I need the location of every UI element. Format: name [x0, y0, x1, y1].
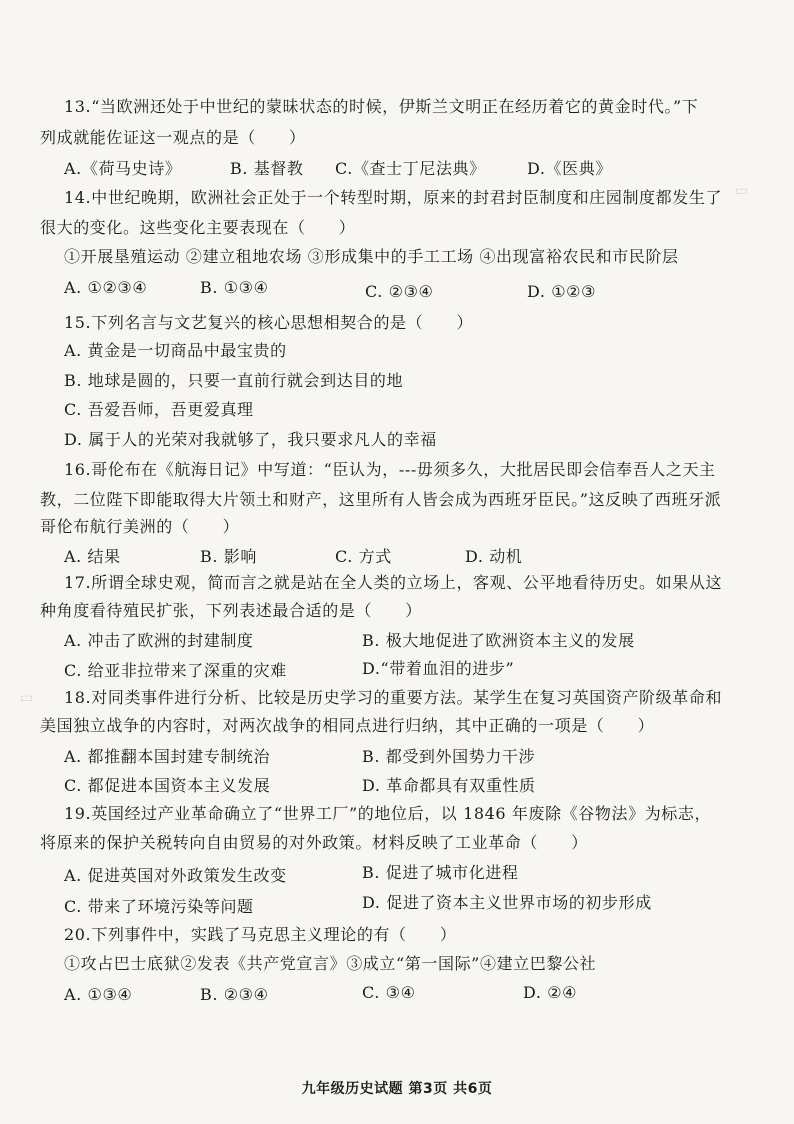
q17-option-c: C. 给亚非拉带来了深重的灾难: [64, 661, 287, 680]
q20-items: ①攻占巴士底狱②发表《共产党宣言》③成立“第一国际”④建立巴黎公社: [64, 954, 597, 973]
q18-stem-line-2: 美国独立战争的内容时，对两次战争的相同点进行归纳，其中正确的一项是（ ）: [40, 716, 655, 735]
q20-option-d: D. ②④: [523, 983, 578, 1002]
q13-option-b: B. 基督教: [230, 159, 304, 178]
q17-option-b: B. 极大地促进了欧洲资本主义的发展: [362, 631, 635, 650]
q15-option-a: A. 黄金是一切商品中最宝贵的: [64, 341, 287, 360]
q20-option-a: A. ①③④: [64, 985, 133, 1004]
q13-option-d: D.《医典》: [527, 159, 612, 178]
q14-items: ①开展垦殖运动 ②建立租地农场 ③形成集中的手工工场 ④出现富裕农民和市民阶层: [64, 247, 679, 266]
q20-option-c: C. ③④: [362, 983, 416, 1002]
q16-stem-line-2: 教，二位陛下即能取得大片领土和财产，这里所有人皆会成为西班牙臣民。”这反映了西班牙派: [40, 490, 722, 509]
q17-option-a: A. 冲击了欧洲的封建制度: [64, 631, 254, 650]
q17-stem-line-1: 17.所谓全球史观，简而言之就是站在全人类的立场上，客观、公平地看待历史。如果从这: [64, 573, 723, 592]
q19-option-b: B. 促进了城市化进程: [362, 863, 519, 882]
q17-stem-line-2: 种角度看待殖民扩张，下列表述最合适的是（ ）: [40, 601, 422, 620]
q15-option-b: B. 地球是圆的，只要一直前行就会到达目的地: [64, 371, 404, 390]
q14-stem-line-1: 14.中世纪晚期，欧洲社会正处于一个转型时期，原来的封君封臣制度和庄园制度都发生了: [64, 188, 723, 207]
q16-option-b: B. 影响: [200, 547, 257, 566]
q19-option-a: A. 促进英国对外政策发生改变: [64, 866, 287, 885]
q18-option-d: D. 革命都具有双重性质: [362, 776, 536, 795]
page-footer: 九年级历史试题 第3页 共6页: [301, 1081, 493, 1097]
q19-option-d: D. 促进了资本主义世界市场的初步形成: [362, 893, 652, 912]
q17-option-d: D.“带着血泪的进步”: [362, 659, 515, 678]
q18-stem-line-1: 18.对同类事件进行分析、比较是历史学习的重要方法。某学生在复习英国资产阶级革命和: [64, 688, 723, 707]
q20-stem: 20.下列事件中，实践了马克思主义理论的有（ ）: [64, 925, 457, 944]
q14-option-b: B. ①③④: [200, 278, 269, 297]
q15-option-c: C. 吾爱吾师，吾更爱真理: [64, 400, 254, 419]
q13-option-a: A.《荷马史诗》: [64, 159, 182, 178]
q15-option-d: D. 属于人的光荣对我就够了，我只要求凡人的幸福: [64, 430, 437, 449]
q16-option-d: D. 动机: [465, 547, 523, 566]
q19-option-c: C. 带来了环境污染等问题: [64, 897, 254, 916]
q16-stem-line-1: 16.哥伦布在《航海日记》中写道：“臣认为，---毋须多久，大批居民即会信奉吾人之天主: [64, 460, 716, 479]
q14-option-a: A. ①②③④: [64, 278, 148, 297]
q14-stem-line-2: 很大的变化。这些变化主要表现在（ ）: [40, 218, 356, 237]
bleed-through-mark: ▭: [20, 690, 34, 706]
q13-stem-line-2: 列成就能佐证这一观点的是（ ）: [40, 128, 306, 147]
q16-option-a: A. 结果: [64, 547, 121, 566]
q14-option-d: D. ①②③: [527, 282, 597, 301]
q18-option-c: C. 都促进本国资本主义发展: [64, 776, 271, 795]
q16-option-c: C. 方式: [335, 547, 392, 566]
q13-option-c: C.《查士丁尼法典》: [335, 159, 486, 178]
q14-option-c: C. ②③④: [365, 282, 434, 301]
q18-option-a: A. 都推翻本国封建专制统治: [64, 747, 271, 766]
q19-stem-line-1: 19.英国经过产业革命确立了“世界工厂”的地位后，以 1846 年废除《谷物法》为标志，: [64, 804, 712, 823]
q16-stem-line-3: 哥伦布航行美洲的（ ）: [40, 517, 240, 536]
q18-option-b: B. 都受到外国势力干涉: [362, 747, 536, 766]
q15-stem: 15.下列名言与文艺复兴的核心思想相契合的是（ ）: [64, 313, 474, 332]
q13-stem-line-1: 13.“当欧洲还处于中世纪的蒙昧状态的时候，伊斯兰文明正在经历着它的黄金时代。”下: [64, 97, 699, 116]
q20-option-b: B. ②③④: [200, 985, 269, 1004]
bleed-through-mark: ▭: [735, 183, 749, 199]
q19-stem-line-2: 将原来的保护关税转向自由贸易的对外政策。材料反映了工业革命（ ）: [40, 833, 588, 852]
